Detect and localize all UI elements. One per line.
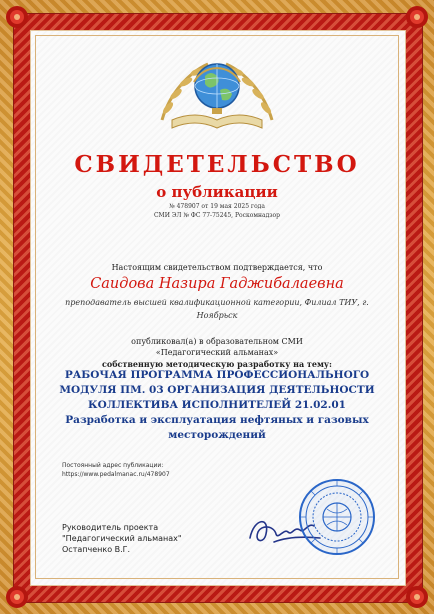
corner-rose-icon (4, 4, 30, 30)
certificate-number: № 478907 от 19 мая 2025 года (169, 203, 265, 210)
project-manager (62, 522, 182, 555)
certificate-title: СВИДЕТЕЛЬСТВО (74, 151, 360, 178)
topic-label: собственную методическую разработку на тему: (101, 359, 332, 369)
corner-rose-icon (4, 584, 30, 610)
media-name: «Педагогический альманах» (155, 348, 279, 357)
media-registry: СМИ ЭЛ № ФС 77-75245, Роскомнадзор (153, 212, 281, 219)
address-url[interactable]: https://www.pedalmanac.ru/478907 (62, 471, 170, 478)
manager-role: Руководитель проекта (62, 523, 159, 532)
corner-rose-icon (404, 4, 430, 30)
publication-address (62, 461, 170, 479)
recipient-name: Саидова Назира Гаджибалаевна (90, 276, 344, 292)
certificate-subtitle: о публикации (156, 183, 278, 201)
publication-topic: РАБОЧАЯ ПРОГРАММА ПРОФЕССИОНАЛЬНОГО МОДУЛЯ ПМ. 03 ОРГАНИЗАЦИЯ ДЕЯТЕЛЬНОСТИ КОЛЛЕКТИВА ИСПОЛНИТЕЛЕЙ 21.02.01 Разработка и эксплуатация нефтяных и газовых месторождений (59, 369, 375, 441)
recipient-position: преподаватель высшей квалификационной категории, Филиал ТИУ, г. Ноябрьск (65, 298, 369, 320)
round-stamp-seal-icon (298, 478, 376, 556)
manager-name: Остапченко В.Г. (62, 545, 131, 554)
corner-rose-icon (404, 584, 430, 610)
manager-project: "Педагогический альманах" (62, 534, 182, 543)
published-in-text: опубликовал(а) в образовательном СМИ (131, 337, 303, 346)
address-label: Постоянный адрес публикации: (62, 462, 164, 469)
confirm-text: Настоящим свидетельством подтверждается, что (111, 263, 323, 272)
globe-laurel-emblem-icon (150, 42, 284, 140)
